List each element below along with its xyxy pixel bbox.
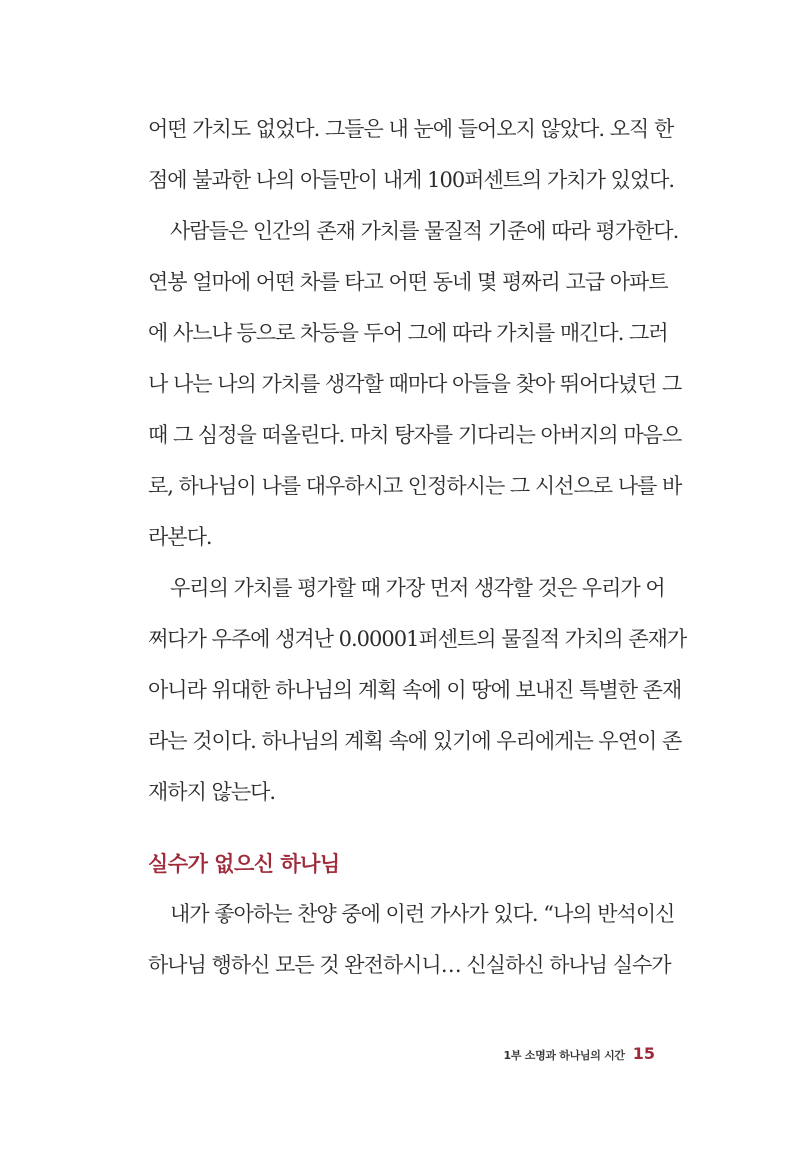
text-line: 쩌다가 우주에 생겨난 0.00001퍼센트의 물질적 가치의 존재가 — [148, 627, 687, 651]
text-line: 로, 하나님이 나를 대우하시고 인정하시는 그 시선으로 나를 바 — [148, 474, 682, 498]
text-line: 사람들은 인간의 존재 가치를 물질적 기준에 따라 평가한다. — [170, 219, 679, 243]
text-line: 라본다. — [148, 525, 212, 549]
text-line: 하나님 행하신 모든 것 완전하시니… 신실하신 하나님 실수가 — [148, 953, 671, 977]
body-text-section-2 — [148, 889, 675, 991]
running-footer-title: 1부 소명과 하나님의 시간 — [503, 1049, 625, 1062]
text-line: 나 나는 나의 가치를 생각할 때마다 아들을 찾아 뛰어다녔던 그 — [148, 372, 682, 396]
text-line: 때 그 심정을 떠올린다. 마치 탕자를 기다리는 아버지의 마음으 — [148, 423, 682, 447]
text-line: 재하지 않는다. — [148, 780, 276, 804]
text-line: 점에 불과한 나의 아들만이 내게 100퍼센트의 가치가 있었다. — [148, 168, 675, 192]
text-line: 아니라 위대한 하나님의 계획 속에 이 땅에 보내진 특별한 존재 — [148, 678, 682, 702]
text-line: 에 사느냐 등으로 차등을 두어 그에 따라 가치를 매긴다. 그러 — [148, 321, 668, 345]
text-line: 우리의 가치를 평가할 때 가장 먼저 생각할 것은 우리가 어 — [170, 576, 665, 600]
text-line: 라는 것이다. 하나님의 계획 속에 있기에 우리에게는 우연이 존 — [148, 729, 682, 753]
section-heading: 실수가 없으신 하나님 — [148, 852, 340, 876]
text-line: 연봉 얼마에 어떤 차를 타고 어떤 동네 몇 평짜리 고급 아파트 — [148, 270, 668, 294]
page-footer — [504, 1044, 655, 1063]
page-number: 15 — [632, 1044, 655, 1063]
body-text-section-1 — [148, 104, 687, 818]
text-line: 내가 좋아하는 찬양 중에 이런 가사가 있다. “나의 반석이신 — [170, 902, 675, 926]
text-line: 어떤 가치도 없었다. 그들은 내 눈에 들어오지 않았다. 오직 한 — [148, 117, 674, 141]
